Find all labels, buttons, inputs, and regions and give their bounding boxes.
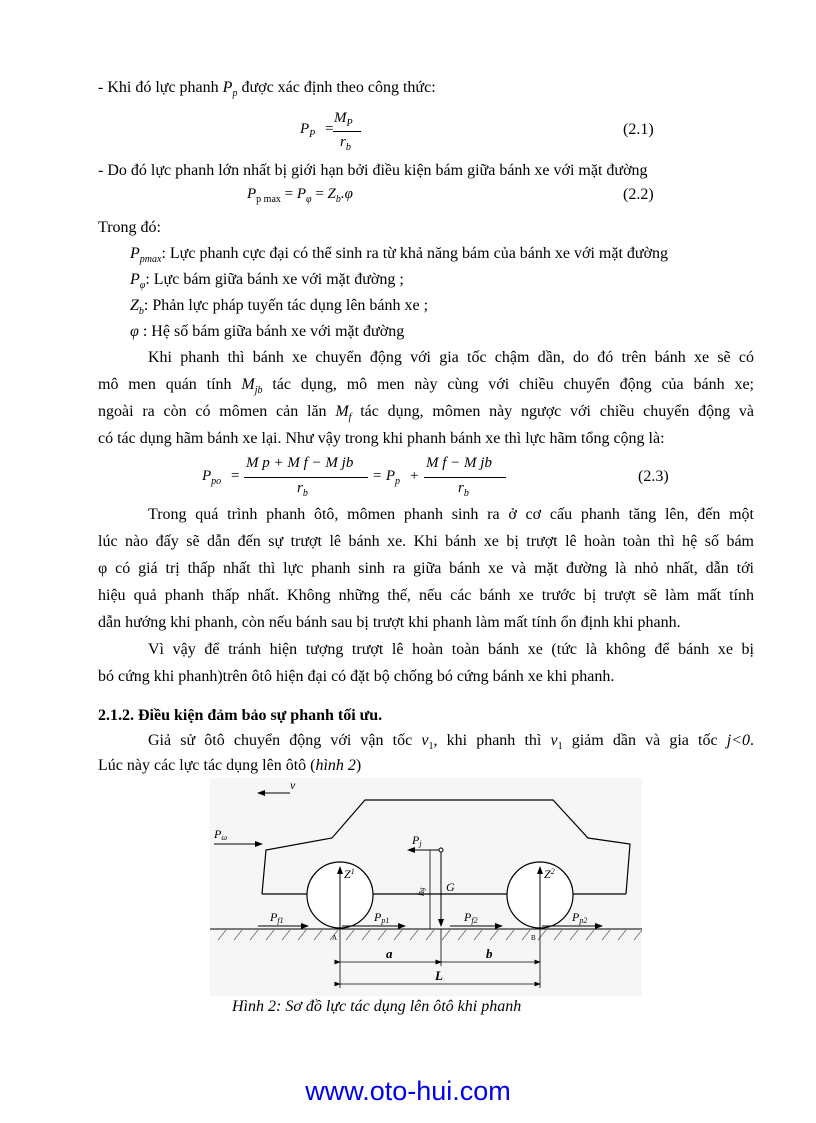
svg-text:hg: hg xyxy=(416,887,427,896)
footer-website-link[interactable]: www.oto-hui.com xyxy=(305,1076,511,1106)
dimension-l-label: L xyxy=(435,968,443,983)
contact-point-b: B xyxy=(531,934,536,942)
force-diagram-figure xyxy=(210,778,642,996)
equation-number: (2.3) xyxy=(638,468,669,485)
paragraph-line: φ có giá trị thấp nhất thì lực phanh sinh ra giữa bánh xe và mặt đường là nhỏ nhất, dẫn tới xyxy=(98,560,754,577)
text-line: Trong đó: xyxy=(98,219,161,236)
definition-item: $P_\varphi$: Lực bám giữa bánh xe với mặt đường ; xyxy=(130,271,404,291)
paragraph-line: Vì vậy để tránh hiện tượng trượt lê hoàn toàn bánh xe (tức là không để bánh xe bị xyxy=(148,641,754,658)
section-heading: 2.1.2. Điều kiện đảm bảo sự phanh tối ưu. xyxy=(98,707,383,724)
paragraph-line: hiệu quả phanh thấp nhất. Không những thế, nếu các bánh xe trước bị trượt sẽ làm mất tính xyxy=(98,587,754,604)
definition-item: $P_{pmax}$: Lực phanh cực đại có thể sinh ra từ khả năng bám của bánh xe với mặt đường xyxy=(130,245,669,265)
definition-item: φ : Hệ số bám giữa bánh xe với mặt đường xyxy=(130,323,405,340)
svg-text:Pp1: Pp1 xyxy=(374,910,390,925)
velocity-label: v xyxy=(290,778,296,792)
paragraph-line: Giả sử ôtô chuyển động với vận tốc $v_1$, khi phanh thì $v_1$ giảm dần và gia tốc j<0. xyxy=(148,732,754,752)
paragraph-line: mô men quán tính $M_{jb}$ tác dụng, mô men này cùng với chiều chuyển động của bánh xe; xyxy=(98,376,755,396)
paragraph-line: Lúc này các lực tác dụng lên ôtô (hình 2) xyxy=(98,757,362,774)
gravity-label: G xyxy=(446,880,455,894)
dimension-a-label: a xyxy=(386,946,393,961)
svg-text:Pf1: Pf1 xyxy=(270,910,284,925)
svg-text:Pj: Pj xyxy=(412,833,422,848)
equation-number: (2.1) xyxy=(623,121,654,138)
paragraph-line: có tác dụng hãm bánh xe lại. Như vậy trong khi phanh bánh xe thì lực hãm tổng cộng là: xyxy=(98,430,665,447)
definition-item: $Z_b$: Phản lực pháp tuyến tác dụng lên bánh xe ; xyxy=(130,297,429,317)
svg-text:Pf2: Pf2 xyxy=(464,910,478,925)
paragraph-line: Trong quá trình phanh ôtô, mômen phanh sinh ra ở cơ cấu phanh tăng lên, đến một xyxy=(148,506,754,523)
contact-point-a: A xyxy=(332,934,338,942)
figure-caption: Hình 2: Sơ đồ lực tác dụng lên ôtô khi phanh xyxy=(232,998,522,1015)
svg-text:Z2: $Z^2$ xyxy=(544,867,555,881)
svg-text:Pp2: Pp2 xyxy=(572,910,588,925)
paragraph-line: lúc nào đấy sẽ dẫn đến sự trượt lê bánh xe. Khi bánh xe bị trượt lê hoàn toàn thì hệ số bám xyxy=(98,533,754,550)
svg-text:Pω: Pω xyxy=(214,827,227,842)
paragraph-line: dẫn hướng khi phanh, còn nếu bánh sau bị trượt khi phanh làm mất tính ổn định khi phanh. xyxy=(98,614,681,631)
paragraph-line: ngoài ra còn có mômen cản lăn $M_f$ tác dụng, mômen này ngược với chiều chuyển động và xyxy=(98,403,754,423)
svg-text:Z1: $Z^1$ xyxy=(344,867,355,881)
dimension-b-label: b xyxy=(486,946,493,961)
paragraph-line: Khi phanh thì bánh xe chuyển động với gia tốc chậm dần, do đó trên bánh xe sẽ có xyxy=(148,349,754,366)
paragraph-line: bó cứng khi phanh)trên ôtô hiện đại có đặt bộ chống bó cứng bánh xe khi phanh. xyxy=(98,668,615,685)
text-line: - Do đó lực phanh lớn nhất bị giới hạn bởi điều kiện bám giữa bánh xe với mặt đường xyxy=(98,162,648,179)
intro-line: - Khi đó lực phanh $P_p$ được xác định theo công thức: xyxy=(98,79,436,99)
equation-number: (2.2) xyxy=(623,186,654,203)
